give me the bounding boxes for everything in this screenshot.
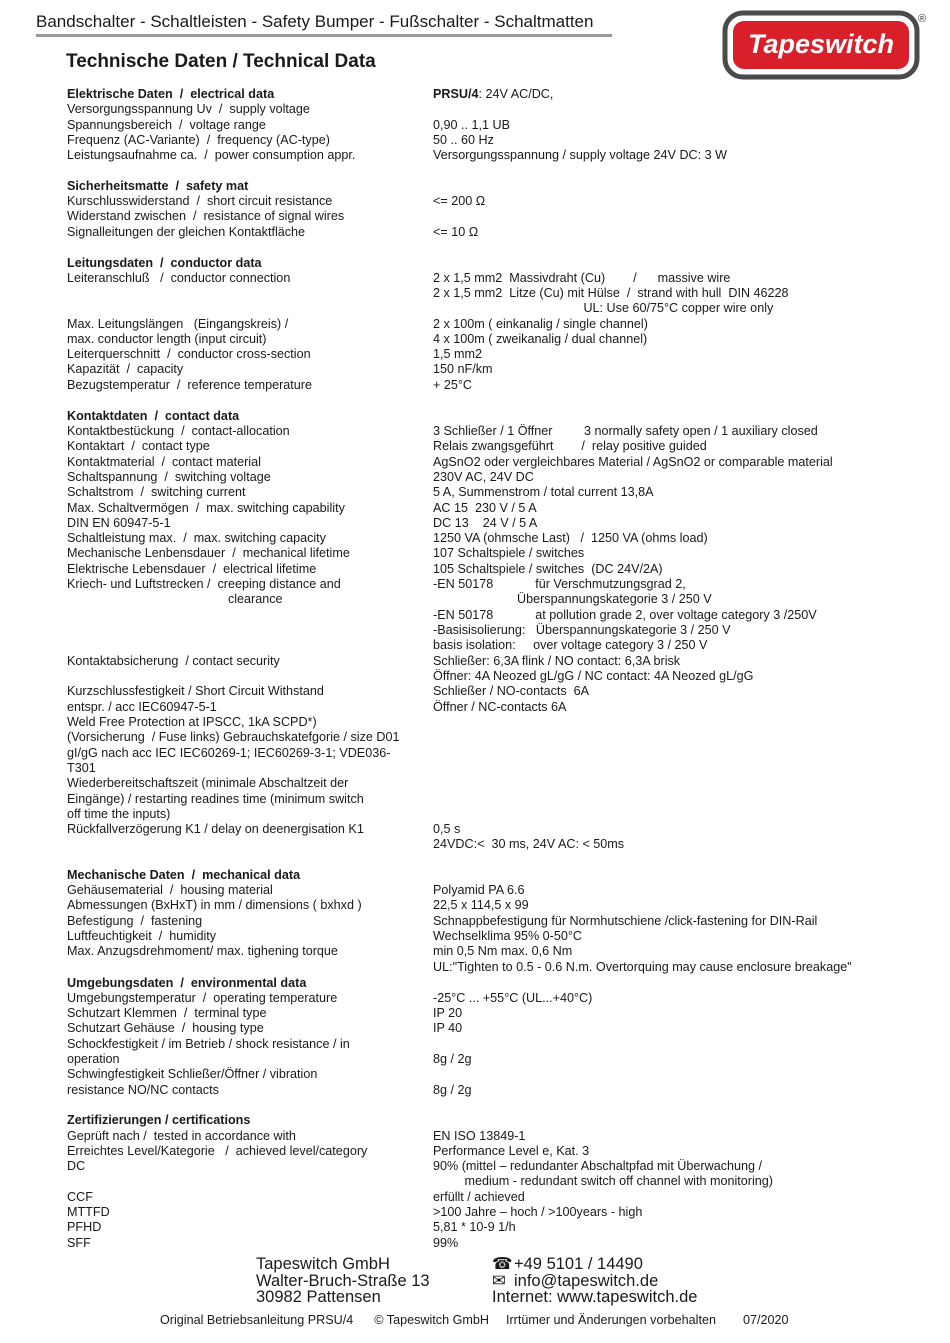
spec-value: 230V AC, 24V DC bbox=[433, 470, 534, 484]
spec-value: Schließer / NO-contacts 6A bbox=[433, 684, 590, 698]
spec-label: Signalleitungen der gleichen Kontaktfläche bbox=[67, 225, 306, 239]
spec-value: 90% (mittel – redundanter Abschaltpfad mit Überwachung / bbox=[433, 1159, 763, 1173]
spec-value: 99% bbox=[433, 1236, 459, 1250]
spec-value: <= 10 Ω bbox=[433, 225, 479, 239]
spec-value: UL: Use 60/75°C copper wire only bbox=[433, 301, 774, 315]
spec-value: medium - redundant switch off channel with monitoring) bbox=[433, 1174, 773, 1188]
spec-label: Kriech- und Luftstrecken / creeping distance and bbox=[67, 577, 341, 591]
spec-label: Kurzschlussfestigkeit / Short Circuit Withstand bbox=[67, 684, 324, 698]
spec-label: Bezugstemperatur / reference temperature bbox=[67, 378, 313, 392]
section-heading: Mechanische Daten / mechanical data bbox=[67, 868, 301, 882]
spec-label: T301 bbox=[67, 761, 96, 775]
spec-label: Versorgungsspannung Uv / supply voltage bbox=[67, 102, 310, 116]
spec-label: off time the inputs) bbox=[67, 807, 171, 821]
spec-label: Max. Anzugsdrehmoment/ max. tighening torque bbox=[67, 944, 338, 958]
spec-value: 105 Schaltspiele / switches (DC 24V/2A) bbox=[433, 562, 663, 576]
spec-value: 3 Schließer / 1 Öffner 3 normally safety open / 1 auxiliary closed bbox=[433, 424, 818, 438]
spec-value: 50 .. 60 Hz bbox=[433, 133, 494, 147]
spec-label: DC bbox=[67, 1159, 86, 1173]
registered-mark: ® bbox=[917, 13, 927, 25]
spec-label: Rückfallverzögerung K1 / delay on deenergisation K1 bbox=[67, 822, 364, 836]
spec-label: Kapazität / capacity bbox=[67, 362, 184, 376]
spec-label: Erreichtes Level/Kategorie / achieved level/category bbox=[67, 1144, 368, 1158]
spec-value: Überspannungskategorie 3 / 250 V bbox=[433, 592, 712, 606]
spec-label: Wiederbereitschaftszeit (minimale Abschaltzeit der bbox=[67, 776, 349, 790]
page-footer bbox=[160, 1313, 789, 1327]
spec-label: resistance NO/NC contacts bbox=[67, 1083, 219, 1097]
company-address bbox=[256, 1256, 430, 1306]
spec-label: entspr. / acc IEC60947-5-1 bbox=[67, 700, 217, 714]
spec-value: Öffner / NC-contacts 6A bbox=[433, 700, 567, 714]
spec-value: + 25°C bbox=[433, 378, 472, 392]
section-heading: Leitungsdaten / conductor data bbox=[67, 256, 262, 270]
spec-value: 2 x 100m ( einkanalig / single channel) bbox=[433, 317, 648, 331]
spec-label: Max. Schaltvermögen / max. switching capability bbox=[67, 501, 345, 515]
section-heading: Sicherheitsmatte / safety mat bbox=[67, 179, 249, 193]
company-name: Tapeswitch GmbH bbox=[256, 1255, 390, 1273]
spec-label: Max. Leitungslängen (Eingangskreis) / bbox=[67, 317, 289, 331]
spec-value: UL:"Tighten to 0.5 - 0.6 N.m. Overtorquing may cause enclosure breakage" bbox=[433, 960, 852, 974]
header-rule bbox=[36, 34, 612, 37]
company-street: Walter-Bruch-Straße 13 bbox=[256, 1271, 430, 1290]
spec-label: clearance bbox=[67, 592, 283, 606]
spec-label: PFHD bbox=[67, 1220, 102, 1234]
email-line bbox=[492, 1273, 697, 1290]
spec-value: 0,90 .. 1,1 UB bbox=[433, 118, 511, 132]
spec-label: Spannungsbereich / voltage range bbox=[67, 118, 266, 132]
spec-label: Elektrische Lebensdauer / electrical lifetime bbox=[67, 562, 317, 576]
company-contact bbox=[492, 1256, 697, 1306]
spec-value: Relais zwangsgeführt / relay positive guided bbox=[433, 439, 707, 453]
spec-label: Leistungsaufnahme ca. / power consumption appr. bbox=[67, 148, 356, 162]
spec-label: Kontaktbestückung / contact-allocation bbox=[67, 424, 290, 438]
spec-label: Schockfestigkeit / im Betrieb / shock resistance / in bbox=[67, 1037, 350, 1051]
spec-value: -Basisisolierung: Überspannungskategorie 3 / 250 V bbox=[433, 623, 731, 637]
spec-value: DC 13 24 V / 5 A bbox=[433, 516, 538, 530]
spec-label: Kontaktmaterial / contact material bbox=[67, 455, 261, 469]
spec-label: Kontaktabsicherung / contact security bbox=[67, 654, 280, 668]
spec-label: Frequenz (AC-Variante) / frequency (AC-type) bbox=[67, 133, 330, 147]
spec-label: Schaltstrom / switching current bbox=[67, 485, 246, 499]
email-address[interactable]: info@tapeswitch.de bbox=[514, 1271, 659, 1290]
spec-label: Weld Free Protection at IPSCC, 1kA SCPD*) bbox=[67, 715, 317, 729]
spec-value: 1250 VA (ohmsche Last) / 1250 VA (ohms load) bbox=[433, 531, 708, 545]
spec-label: Leiteranschluß / conductor connection bbox=[67, 271, 291, 285]
spec-value: Schnappbefestigung für Normhutschiene /click-fastening for DIN-Rail bbox=[433, 914, 818, 928]
spec-value: 24VDC:< 30 ms, 24V AC: < 50ms bbox=[433, 837, 625, 851]
tapeswitch-logo bbox=[722, 10, 930, 80]
spec-value: 2 x 1,5 mm2 Litze (Cu) mit Hülse / strand with hull DIN 46228 bbox=[433, 286, 789, 300]
spec-value: Polyamid PA 6.6 bbox=[433, 883, 525, 897]
spec-value: AC 15 230 V / 5 A bbox=[433, 501, 537, 515]
spec-label: Kontaktart / contact type bbox=[67, 439, 210, 453]
spec-label: Umgebungstemperatur / operating temperature bbox=[67, 991, 338, 1005]
logo-text: Tapeswitch bbox=[747, 29, 895, 59]
footer-disclaimer: Irrtümer und Änderungen vorbehalten bbox=[505, 1313, 716, 1327]
spec-value: 8g / 2g bbox=[433, 1052, 472, 1066]
spec-value: 4 x 100m ( zweikanalig / dual channel) bbox=[433, 332, 648, 346]
spec-label: Schaltleistung max. / max. switching capacity bbox=[67, 531, 326, 545]
spec-value: 150 nF/km bbox=[433, 362, 493, 376]
spec-label: Schutzart Gehäuse / housing type bbox=[67, 1021, 264, 1035]
spec-value: <= 200 Ω bbox=[433, 194, 486, 208]
spec-value: erfüllt / achieved bbox=[433, 1190, 525, 1204]
spec-value: -EN 50178 at pollution grade 2, over voltage category 3 /250V bbox=[433, 608, 817, 622]
spec-label: Geprüft nach / tested in accordance with bbox=[67, 1129, 296, 1143]
section-heading: Zertifizierungen / certifications bbox=[67, 1113, 251, 1127]
spec-value: AgSnO2 oder vergleichbares Material / AgSnO2 or comparable material bbox=[433, 455, 833, 469]
spec-label: Gehäusematerial / housing material bbox=[67, 883, 273, 897]
section-heading: Umgebungsdaten / environmental data bbox=[67, 976, 307, 990]
spec-value: PRSU/4: 24V AC/DC, bbox=[433, 87, 554, 101]
spec-label: Befestigung / fastening bbox=[67, 914, 203, 928]
phone-icon: ☎ bbox=[492, 1255, 513, 1273]
phone-number: +49 5101 / 14490 bbox=[514, 1255, 643, 1273]
spec-label: operation bbox=[67, 1052, 120, 1066]
spec-value: min 0,5 Nm max. 0,6 Nm bbox=[433, 944, 573, 958]
page-title: Technische Daten / Technical Data bbox=[66, 51, 376, 72]
spec-value: Öffner: 4A Neozed gL/gG / NC contact: 4A Neozed gL/gG bbox=[433, 669, 754, 683]
spec-value: Performance Level e, Kat. 3 bbox=[433, 1144, 590, 1158]
spec-value: >100 Jahre – hoch / >100years - high bbox=[433, 1205, 643, 1219]
spec-value: IP 40 bbox=[433, 1021, 463, 1035]
phone-line bbox=[492, 1256, 697, 1273]
company-city: 30982 Pattensen bbox=[256, 1288, 381, 1306]
spec-value: -EN 50178 für Verschmutzungsgrad 2, bbox=[433, 577, 686, 591]
spec-label: Leiterquerschnitt / conductor cross-section bbox=[67, 347, 311, 361]
spec-label: Schaltspannung / switching voltage bbox=[67, 470, 271, 484]
spec-value: basis isolation: over voltage category 3 / 250 V bbox=[433, 638, 708, 652]
spec-label: Kurschlusswiderstand / short circuit resistance bbox=[67, 194, 333, 208]
spec-label: CCF bbox=[67, 1190, 93, 1204]
spec-value: 5 A, Summenstrom / total current 13,8A bbox=[433, 485, 654, 499]
spec-value: 2 x 1,5 mm2 Massivdraht (Cu) / massive wire bbox=[433, 271, 731, 285]
spec-label: DIN EN 60947-5-1 bbox=[67, 516, 171, 530]
spec-label: Widerstand zwischen / resistance of signal wires bbox=[67, 209, 345, 223]
section-heading: Kontaktdaten / contact data bbox=[67, 409, 240, 423]
spec-value: 5,81 * 10-9 1/h bbox=[433, 1220, 516, 1234]
spec-label: Schutzart Klemmen / terminal type bbox=[67, 1006, 267, 1020]
spec-value: -25°C ... +55°C (UL...+40°C) bbox=[433, 991, 593, 1005]
spec-label: max. conductor length (input circuit) bbox=[67, 332, 267, 346]
footer-copyright: © Tapeswitch GmbH bbox=[374, 1313, 489, 1327]
spec-value: Schließer: 6,3A flink / NO contact: 6,3A brisk bbox=[433, 654, 681, 668]
spec-label: MTTFD bbox=[67, 1205, 110, 1219]
spec-value: Wechselklima 95% 0-50°C bbox=[433, 929, 582, 943]
spec-label: gI/gG nach acc IEC IEC60269-1; IEC60269-3-1; VDE036- bbox=[67, 746, 391, 760]
footer-date: 07/2020 bbox=[742, 1313, 789, 1327]
spec-value: EN ISO 13849-1 bbox=[433, 1129, 526, 1143]
spec-value: 1,5 mm2 bbox=[433, 347, 482, 361]
spec-label: Mechanische Lenbensdauer / mechanical lifetime bbox=[67, 546, 350, 560]
spec-value: IP 20 bbox=[433, 1006, 463, 1020]
website-line[interactable]: Internet: www.tapeswitch.de bbox=[492, 1288, 698, 1306]
spec-value: 107 Schaltspiele / switches bbox=[433, 546, 585, 560]
header-title: Bandschalter - Schaltleisten - Safety Bumper - Fußschalter - Schaltmatten bbox=[36, 12, 594, 31]
spec-label: (Vorsicherung / Fuse links) Gebrauchskatefgorie / size D01 bbox=[67, 730, 400, 744]
spec-value: 0,5 s bbox=[433, 822, 461, 836]
spec-label: Luftfeuchtigkeit / humidity bbox=[67, 929, 217, 943]
spec-label: Eingänge) / restarting readines time (minimum switch bbox=[67, 792, 364, 806]
spec-label: Schwingfestigkeit Schließer/Öffner / vibration bbox=[67, 1067, 318, 1081]
spec-label: SFF bbox=[67, 1236, 91, 1250]
spec-label: Abmessungen (BxHxT) in mm / dimensions ( bxhxd ) bbox=[67, 898, 362, 912]
spec-value: 22,5 x 114,5 x 99 bbox=[433, 898, 529, 912]
spec-value: 8g / 2g bbox=[433, 1083, 472, 1097]
footer-manual: Original Betriebsanleitung PRSU/4 bbox=[160, 1313, 354, 1327]
envelope-icon: ✉ bbox=[492, 1271, 506, 1290]
section-heading: Elektrische Daten / electrical data bbox=[67, 87, 275, 101]
spec-value: Versorgungsspannung / supply voltage 24V DC: 3 W bbox=[433, 148, 728, 162]
